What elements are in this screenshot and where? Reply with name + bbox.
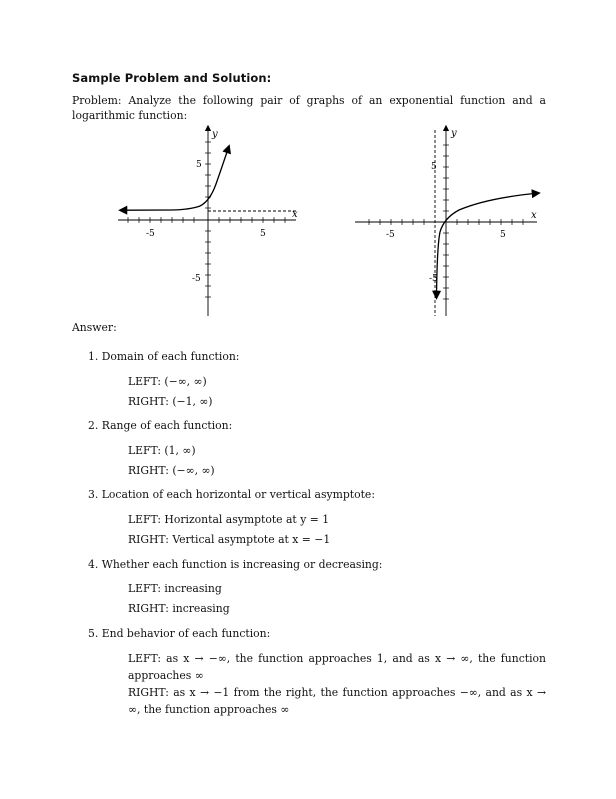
item-end-behavior-title: 5. End behavior of each function: <box>88 627 271 640</box>
item-asymptote-left: LEFT: Horizontal asymptote at y = 1 <box>128 513 330 526</box>
y-axis-label: y <box>212 129 218 140</box>
item-end-behavior-left: LEFT: as x → −∞, the function approaches 1, and as x → ∞, the function approaches ∞ <box>128 652 546 682</box>
x-tick-label-neg5: -5 <box>146 229 155 239</box>
item-asymptote-right: RIGHT: Vertical asymptote at x = −1 <box>128 533 331 546</box>
item-monotonic-right: RIGHT: increasing <box>128 602 230 615</box>
y-tick-label-5: 5 <box>431 162 437 172</box>
item-monotonic-left: LEFT: increasing <box>128 582 222 595</box>
logarithmic-curve <box>437 193 540 298</box>
item-domain-right: RIGHT: (−1, ∞) <box>128 395 213 408</box>
item-range-right: RIGHT: (−∞, ∞) <box>128 464 215 477</box>
item-asymptote-title: 3. Location of each horizontal or vertical asymptote: <box>88 488 375 501</box>
x-tick-label-5: 5 <box>500 230 506 240</box>
x-tick-label-5: 5 <box>260 229 266 239</box>
y-tick-label-neg5: -5 <box>192 274 201 284</box>
y-tick-label-neg5: -5 <box>429 274 438 284</box>
item-range-title: 2. Range of each function: <box>88 419 233 432</box>
x-axis-label: x <box>531 210 537 221</box>
problem-statement: Problem: Analyze the following pair of graphs of an exponential function and a logarithmic function: <box>72 94 546 122</box>
y-tick-label-5: 5 <box>196 160 202 170</box>
exponential-graph <box>112 122 308 320</box>
x-tick-label-neg5: -5 <box>386 230 395 240</box>
item-domain-left: LEFT: (−∞, ∞) <box>128 375 207 388</box>
answer-label: Answer: <box>72 321 117 334</box>
item-end-behavior-right: RIGHT: as x → −1 from the right, the function approaches −∞, and as x → ∞, the function approaches ∞ <box>128 686 546 716</box>
section-heading: Sample Problem and Solution: <box>72 71 272 85</box>
item-domain-title: 1. Domain of each function: <box>88 350 240 363</box>
exponential-curve <box>120 146 229 210</box>
item-range-left: LEFT: (1, ∞) <box>128 444 196 457</box>
x-axis-label: x <box>292 209 298 220</box>
y-axis-label: y <box>451 128 457 139</box>
logarithmic-graph <box>347 122 547 320</box>
item-monotonic-title: 4. Whether each function is increasing or decreasing: <box>88 558 383 571</box>
